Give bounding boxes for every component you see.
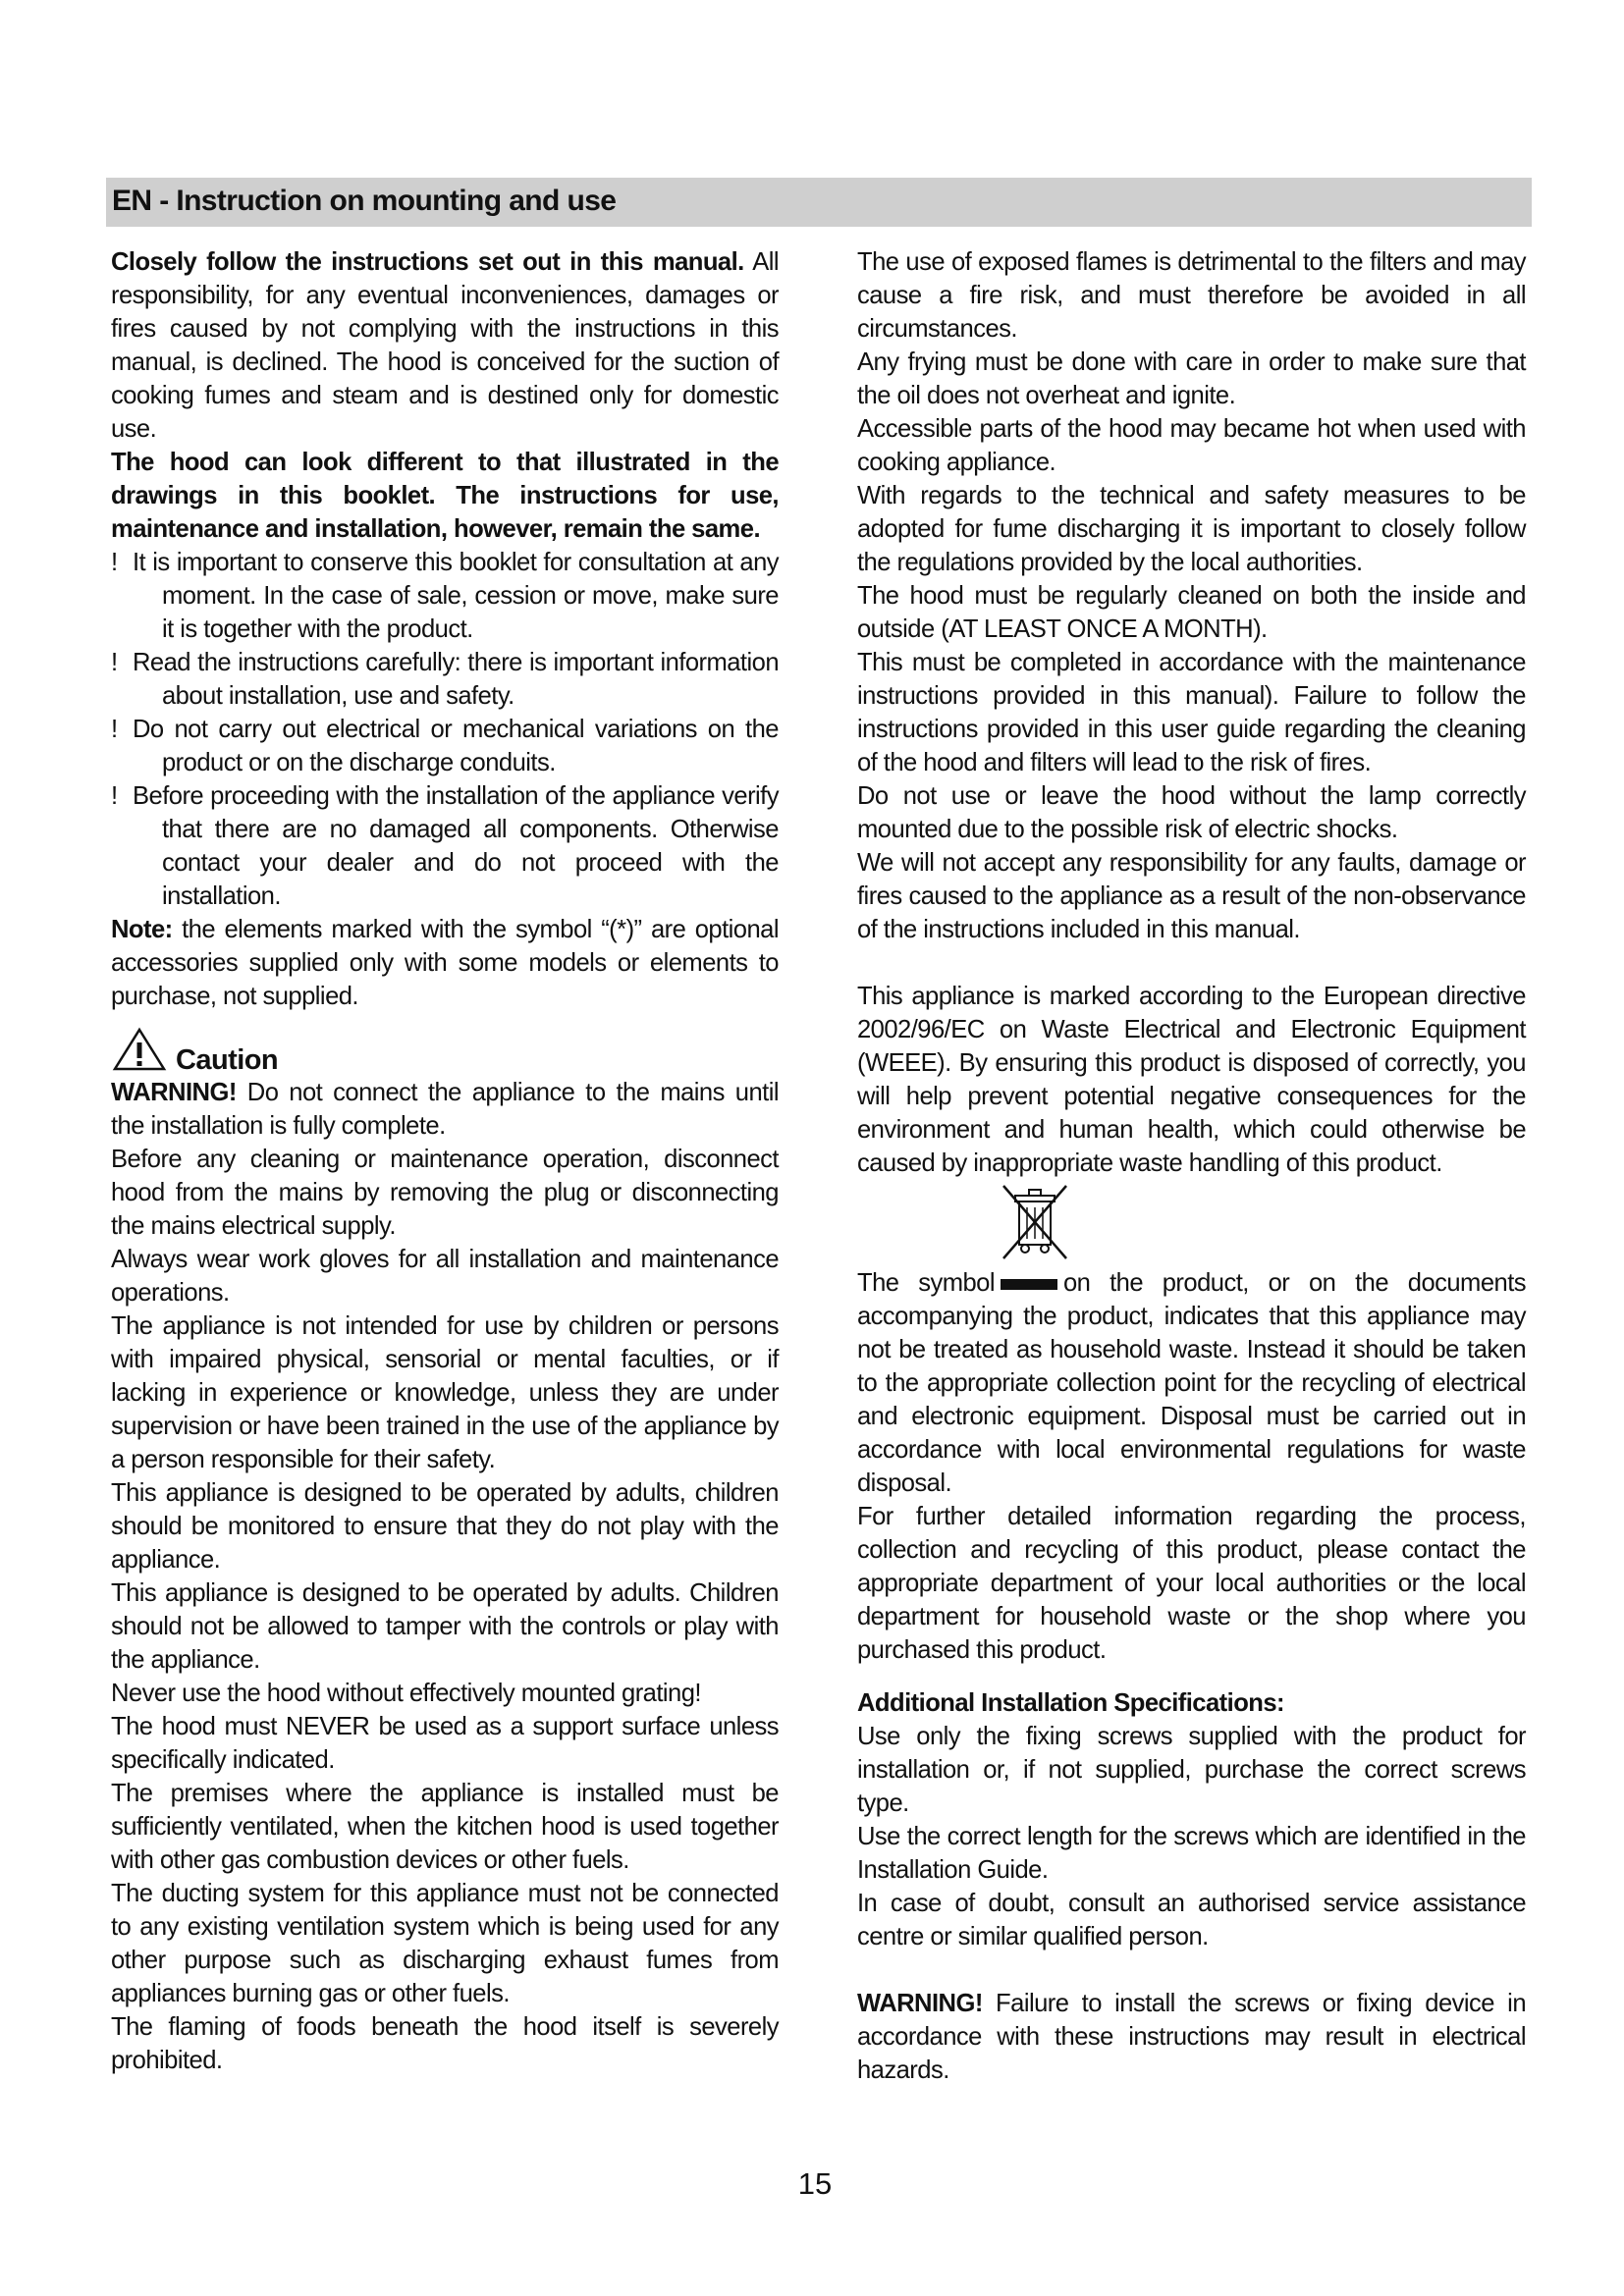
- appearance-notice: The hood can look different to that illustrated in the drawings in this booklet. The instructions for use, maintenance and installation, however, remain the same.: [111, 449, 779, 543]
- bullet-text: Do not carry out electrical or mechanical variations on the product or on the discharge conduits.: [133, 716, 779, 776]
- body-paragraph: With regards to the technical and safety measures to be adopted for fume discharging it is important to closely follow the regulations provided by the local authorities.: [857, 482, 1526, 576]
- bullet-mark: !: [111, 716, 118, 743]
- body-paragraph: This must be completed in accordance with the maintenance instructions provided in this manual). Failure to follow the instructions provided in this user guide regarding the cleaning of the hood and filters will lead to the risk of fires.: [857, 649, 1526, 776]
- note-paragraph: [111, 913, 779, 1013]
- body-paragraph: Always wear work gloves for all installation and maintenance operations.: [111, 1246, 779, 1307]
- right-column: [857, 245, 1526, 2087]
- body-paragraph: Any frying must be done with care in order to make sure that the oil does not overheat and ignite.: [857, 348, 1526, 409]
- intro-text: All responsibility, for any eventual inconveniences, damages or fires caused by not complying with the instructions in this manual, is declined. The hood is conceived for the suction of cooking fumes and steam and is destined only for domestic use.: [111, 248, 779, 443]
- body-paragraph: The premises where the appliance is installed must be sufficiently ventilated, when the kitchen hood is used together with other gas combustion devices or other fuels.: [111, 1780, 779, 1874]
- body-paragraph: The flaming of foods beneath the hood itself is severely prohibited.: [111, 2013, 779, 2074]
- intro-paragraph: [111, 245, 779, 446]
- bullet-text: Read the instructions carefully: there is important information about installation, use and safety.: [133, 649, 779, 710]
- body-paragraph: The appliance is not intended for use by children or persons with impaired physical, sensorial or mental faculties, or if lacking in experience or knowledge, unless they are under supervision or have been trained in the use of the appliance by a person responsible for their safety.: [111, 1312, 779, 1473]
- bullet-item: [111, 646, 779, 713]
- weee-paragraph: This appliance is marked according to the European directive 2002/96/EC on Waste Electrical and Electronic Equipment (WEEE). By ensuring this product is disposed of correctly, you will help prevent potential negative consequences for the environment and human health, which could otherwise be caused by inappropriate waste handling of this product.: [857, 983, 1526, 1177]
- warning-text: Failure to install the screws or fixing device in accordance with these instructions may result in electrical hazards.: [857, 1990, 1526, 2084]
- bullet-mark: !: [111, 549, 118, 576]
- body-paragraph: Never use the hood without effectively mounted grating!: [111, 1680, 701, 1707]
- body-paragraph: The hood must NEVER be used as a support surface unless specifically indicated.: [111, 1713, 779, 1774]
- caution-title: Caution: [176, 1044, 279, 1076]
- body-paragraph: The ducting system for this appliance must not be connected to any existing ventilation system which is being used for any other purpose such as discharging exhaust fumes from appliances burning gas or other fuels.: [111, 1880, 779, 2007]
- note-label: Note:: [111, 916, 173, 943]
- warning-label: WARNING!: [857, 1990, 983, 2017]
- black-bar-symbol: [1001, 1279, 1057, 1290]
- bullet-text: It is important to conserve this booklet for consultation at any moment. In the case of sale, cession or move, make sure it is together with the product.: [133, 549, 779, 643]
- warning-triangle-icon: [112, 1027, 167, 1072]
- further-info-paragraph: For further detailed information regarding the process, collection and recycling of this product, please contact the appropriate department of your local authorities or the local department for household waste or the shop where you purchased this product.: [857, 1503, 1526, 1664]
- symbol-text-before: The symbol: [857, 1269, 995, 1297]
- bullet-item: [111, 546, 779, 646]
- crossed-bin-icon: [998, 1180, 1072, 1264]
- spacer: [857, 1953, 1526, 1987]
- body-paragraph: Do not use or leave the hood without the lamp correctly mounted due to the possible risk of electric shocks.: [857, 782, 1526, 843]
- bullet-mark: !: [111, 649, 118, 676]
- page-number: 15: [797, 2166, 833, 2201]
- spec-paragraph: Use the correct length for the screws which are identified in the Installation Guide.: [857, 1823, 1526, 1884]
- spec-paragraph: In case of doubt, consult an authorised service assistance centre or similar qualified person.: [857, 1890, 1526, 1950]
- left-column: [111, 245, 779, 2077]
- intro-bold: Closely follow the instructions set out in this manual.: [111, 248, 744, 276]
- warning-paragraph: [111, 1076, 779, 1143]
- body-paragraph: We will not accept any responsibility for any faults, damage or fires caused to the appliance as a result of the non-observance of the instructions included in this manual.: [857, 849, 1526, 943]
- warning-text: Do not connect the appliance to the mains until the installation is fully complete.: [111, 1079, 779, 1140]
- body-paragraph: The hood must be regularly cleaned on both the inside and outside (AT LEAST ONCE A MONTH).: [857, 582, 1526, 643]
- bullet-text: Before proceeding with the installation of the appliance verify that there are no damaged all components. Otherwise contact your dealer and do not proceed with the installation.: [133, 782, 779, 910]
- spec-paragraph: Use only the fixing screws supplied with the product for installation or, if not supplied, purchase the correct screws type.: [857, 1723, 1526, 1817]
- body-paragraph: This appliance is designed to be operated by adults. Children should not be allowed to tamper with the controls or play with the appliance.: [111, 1579, 779, 1674]
- caution-heading: [111, 1027, 779, 1076]
- spec-heading: Additional Installation Specifications:: [857, 1689, 1285, 1717]
- spacer: [857, 946, 1526, 980]
- warning-label: WARNING!: [111, 1079, 237, 1106]
- body-paragraph: The use of exposed flames is detrimental to the filters and may cause a fire risk, and must therefore be avoided in all circumstances.: [857, 248, 1526, 343]
- symbol-paragraph: [857, 1266, 1526, 1500]
- symbol-text-after: on the product, or on the documents accompanying the product, indicates that this appliance may not be treated as household waste. Instead it should be taken to the appropriate collection point for the recycling of electrical and electronic equipment. Disposal must be carried out in accordance with local environmental regulations for waste disposal.: [857, 1269, 1527, 1497]
- bullet-mark: !: [111, 782, 118, 810]
- bullet-item: [111, 779, 779, 913]
- bullet-item: [111, 713, 779, 779]
- section-header: [106, 178, 1532, 227]
- body-paragraph: This appliance is designed to be operated by adults, children should be monitored to ensure that they do not play with the appliance.: [111, 1479, 779, 1574]
- body-paragraph: Before any cleaning or maintenance operation, disconnect hood from the mains by removing the plug or disconnecting the mains electrical supply.: [111, 1146, 779, 1240]
- body-paragraph: Accessible parts of the hood may became hot when used with cooking appliance.: [857, 415, 1526, 476]
- final-warning-paragraph: [857, 1987, 1526, 2087]
- weee-symbol-row: [857, 1180, 1526, 1266]
- note-text: the elements marked with the symbol “(*)” are optional accessories supplied only with some models or elements to purchase, not supplied.: [111, 916, 779, 1010]
- section-title: EN - Instruction on mounting and use: [112, 185, 617, 217]
